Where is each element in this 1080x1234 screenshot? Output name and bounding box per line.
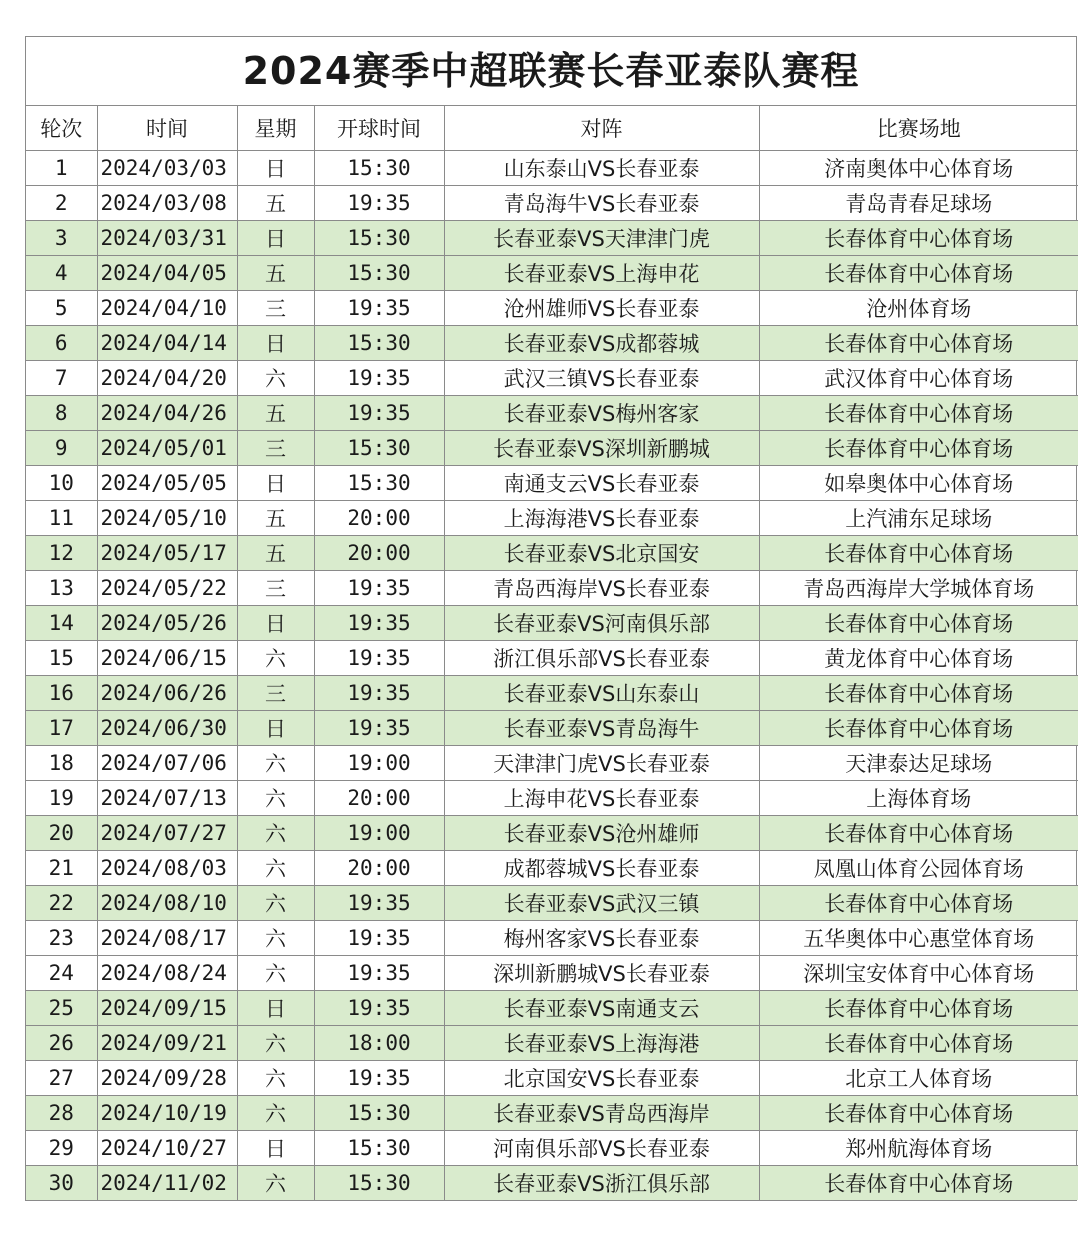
weekday-cell: 五 [237,501,314,536]
match-cell: 长春亚泰VS山东泰山 [444,676,759,711]
kickoff-cell: 19:35 [314,886,444,921]
venue-cell: 长春体育中心体育场 [759,221,1078,256]
weekday-cell: 六 [237,921,314,956]
kickoff-cell: 15:30 [314,151,444,186]
match-cell: 长春亚泰VS南通支云 [444,991,759,1026]
match-cell: 长春亚泰VS上海海港 [444,1026,759,1061]
venue-cell: 青岛青春足球场 [759,186,1078,221]
table-row [26,991,1078,1026]
round-cell: 23 [26,921,97,956]
date-cell: 2024/07/27 [97,816,237,851]
venue-cell: 郑州航海体育场 [759,1131,1078,1166]
round-cell: 8 [26,396,97,431]
kickoff-cell: 19:00 [314,816,444,851]
round-cell: 13 [26,571,97,606]
round-cell: 10 [26,466,97,501]
table-row [26,606,1078,641]
kickoff-cell: 19:35 [314,396,444,431]
kickoff-cell: 15:30 [314,431,444,466]
match-cell: 梅州客家VS长春亚泰 [444,921,759,956]
venue-cell: 长春体育中心体育场 [759,711,1078,746]
venue-cell: 长春体育中心体育场 [759,1096,1078,1131]
round-cell: 18 [26,746,97,781]
date-cell: 2024/05/01 [97,431,237,466]
weekday-cell: 五 [237,536,314,571]
round-cell: 28 [26,1096,97,1131]
match-cell: 青岛海牛VS长春亚泰 [444,186,759,221]
table-row [26,641,1078,676]
table-row [26,536,1078,571]
weekday-cell: 六 [237,361,314,396]
header-row [26,106,1078,151]
weekday-cell: 六 [237,956,314,991]
weekday-cell: 六 [237,851,314,886]
match-cell: 沧州雄师VS长春亚泰 [444,291,759,326]
schedule-table [26,106,1078,1200]
schedule-title: 2024赛季中超联赛长春亚泰队赛程 [26,37,1076,106]
round-cell: 30 [26,1166,97,1201]
kickoff-cell: 15:30 [314,221,444,256]
date-cell: 2024/05/22 [97,571,237,606]
weekday-cell: 六 [237,1061,314,1096]
header-round: 轮次 [26,106,97,151]
match-cell: 长春亚泰VS天津津门虎 [444,221,759,256]
kickoff-cell: 19:35 [314,956,444,991]
round-cell: 24 [26,956,97,991]
match-cell: 深圳新鹏城VS长春亚泰 [444,956,759,991]
kickoff-cell: 19:35 [314,641,444,676]
match-cell: 长春亚泰VS青岛西海岸 [444,1096,759,1131]
weekday-cell: 六 [237,816,314,851]
kickoff-cell: 19:35 [314,291,444,326]
match-cell: 长春亚泰VS武汉三镇 [444,886,759,921]
venue-cell: 天津泰达足球场 [759,746,1078,781]
match-cell: 浙江俱乐部VS长春亚泰 [444,641,759,676]
weekday-cell: 五 [237,186,314,221]
match-cell: 长春亚泰VS梅州客家 [444,396,759,431]
venue-cell: 深圳宝安体育中心体育场 [759,956,1078,991]
match-cell: 成都蓉城VS长春亚泰 [444,851,759,886]
match-cell: 河南俱乐部VS长春亚泰 [444,1131,759,1166]
date-cell: 2024/03/03 [97,151,237,186]
kickoff-cell: 18:00 [314,1026,444,1061]
kickoff-cell: 15:30 [314,466,444,501]
match-cell: 长春亚泰VS河南俱乐部 [444,606,759,641]
match-cell: 天津津门虎VS长春亚泰 [444,746,759,781]
date-cell: 2024/09/15 [97,991,237,1026]
venue-cell: 如皋奥体中心体育场 [759,466,1078,501]
venue-cell: 沧州体育场 [759,291,1078,326]
header-kickoff: 开球时间 [314,106,444,151]
match-cell: 上海申花VS长春亚泰 [444,781,759,816]
round-cell: 3 [26,221,97,256]
schedule-body [26,151,1078,1201]
weekday-cell: 日 [237,606,314,641]
round-cell: 19 [26,781,97,816]
table-row [26,921,1078,956]
table-row [26,781,1078,816]
table-row [26,431,1078,466]
round-cell: 26 [26,1026,97,1061]
kickoff-cell: 20:00 [314,781,444,816]
venue-cell: 长春体育中心体育场 [759,991,1078,1026]
kickoff-cell: 19:35 [314,1061,444,1096]
venue-cell: 武汉体育中心体育场 [759,361,1078,396]
match-cell: 长春亚泰VS青岛海牛 [444,711,759,746]
venue-cell: 长春体育中心体育场 [759,676,1078,711]
venue-cell: 凤凰山体育公园体育场 [759,851,1078,886]
date-cell: 2024/05/10 [97,501,237,536]
weekday-cell: 三 [237,291,314,326]
venue-cell: 黄龙体育中心体育场 [759,641,1078,676]
date-cell: 2024/04/20 [97,361,237,396]
match-cell: 长春亚泰VS北京国安 [444,536,759,571]
match-cell: 长春亚泰VS沧州雄师 [444,816,759,851]
kickoff-cell: 15:30 [314,256,444,291]
date-cell: 2024/05/17 [97,536,237,571]
round-cell: 7 [26,361,97,396]
date-cell: 2024/03/08 [97,186,237,221]
table-row [26,326,1078,361]
round-cell: 15 [26,641,97,676]
date-cell: 2024/10/27 [97,1131,237,1166]
date-cell: 2024/04/10 [97,291,237,326]
venue-cell: 济南奥体中心体育场 [759,151,1078,186]
kickoff-cell: 20:00 [314,501,444,536]
date-cell: 2024/09/28 [97,1061,237,1096]
match-cell: 青岛西海岸VS长春亚泰 [444,571,759,606]
kickoff-cell: 15:30 [314,326,444,361]
date-cell: 2024/04/14 [97,326,237,361]
date-cell: 2024/06/26 [97,676,237,711]
match-cell: 长春亚泰VS浙江俱乐部 [444,1166,759,1201]
venue-cell: 长春体育中心体育场 [759,536,1078,571]
table-row [26,361,1078,396]
match-cell: 上海海港VS长春亚泰 [444,501,759,536]
date-cell: 2024/04/26 [97,396,237,431]
venue-cell: 长春体育中心体育场 [759,1026,1078,1061]
date-cell: 2024/08/17 [97,921,237,956]
header-match: 对阵 [444,106,759,151]
weekday-cell: 日 [237,711,314,746]
date-cell: 2024/08/10 [97,886,237,921]
match-cell: 长春亚泰VS成都蓉城 [444,326,759,361]
table-row [26,571,1078,606]
venue-cell: 长春体育中心体育场 [759,326,1078,361]
kickoff-cell: 19:35 [314,711,444,746]
weekday-cell: 日 [237,326,314,361]
round-cell: 1 [26,151,97,186]
match-cell: 长春亚泰VS上海申花 [444,256,759,291]
weekday-cell: 六 [237,641,314,676]
weekday-cell: 五 [237,396,314,431]
venue-cell: 北京工人体育场 [759,1061,1078,1096]
weekday-cell: 三 [237,571,314,606]
date-cell: 2024/03/31 [97,221,237,256]
kickoff-cell: 19:00 [314,746,444,781]
table-row [26,186,1078,221]
weekday-cell: 六 [237,1026,314,1061]
table-row [26,1166,1078,1201]
match-cell: 长春亚泰VS深圳新鹏城 [444,431,759,466]
round-cell: 2 [26,186,97,221]
table-row [26,851,1078,886]
date-cell: 2024/06/15 [97,641,237,676]
table-row [26,676,1078,711]
kickoff-cell: 19:35 [314,361,444,396]
date-cell: 2024/08/03 [97,851,237,886]
weekday-cell: 三 [237,431,314,466]
round-cell: 27 [26,1061,97,1096]
venue-cell: 上汽浦东足球场 [759,501,1078,536]
weekday-cell: 六 [237,1166,314,1201]
match-cell: 武汉三镇VS长春亚泰 [444,361,759,396]
date-cell: 2024/06/30 [97,711,237,746]
weekday-cell: 六 [237,1096,314,1131]
kickoff-cell: 20:00 [314,851,444,886]
match-cell: 北京国安VS长春亚泰 [444,1061,759,1096]
venue-cell: 上海体育场 [759,781,1078,816]
table-row [26,886,1078,921]
header-date: 时间 [97,106,237,151]
kickoff-cell: 19:35 [314,186,444,221]
header-venue: 比赛场地 [759,106,1078,151]
date-cell: 2024/08/24 [97,956,237,991]
weekday-cell: 日 [237,1131,314,1166]
table-row [26,151,1078,186]
kickoff-cell: 15:30 [314,1131,444,1166]
round-cell: 11 [26,501,97,536]
round-cell: 9 [26,431,97,466]
venue-cell: 长春体育中心体育场 [759,886,1078,921]
schedule-sheet [25,36,1077,1201]
match-cell: 南通支云VS长春亚泰 [444,466,759,501]
weekday-cell: 日 [237,991,314,1026]
kickoff-cell: 19:35 [314,606,444,641]
round-cell: 5 [26,291,97,326]
round-cell: 12 [26,536,97,571]
weekday-cell: 三 [237,676,314,711]
kickoff-cell: 19:35 [314,921,444,956]
date-cell: 2024/07/06 [97,746,237,781]
round-cell: 25 [26,991,97,1026]
date-cell: 2024/11/02 [97,1166,237,1201]
date-cell: 2024/07/13 [97,781,237,816]
round-cell: 29 [26,1131,97,1166]
round-cell: 20 [26,816,97,851]
date-cell: 2024/05/05 [97,466,237,501]
round-cell: 14 [26,606,97,641]
date-cell: 2024/10/19 [97,1096,237,1131]
venue-cell: 长春体育中心体育场 [759,606,1078,641]
table-row [26,291,1078,326]
match-cell: 山东泰山VS长春亚泰 [444,151,759,186]
round-cell: 16 [26,676,97,711]
kickoff-cell: 15:30 [314,1166,444,1201]
kickoff-cell: 20:00 [314,536,444,571]
table-row [26,501,1078,536]
venue-cell: 青岛西海岸大学城体育场 [759,571,1078,606]
venue-cell: 长春体育中心体育场 [759,396,1078,431]
kickoff-cell: 15:30 [314,1096,444,1131]
round-cell: 21 [26,851,97,886]
date-cell: 2024/09/21 [97,1026,237,1061]
date-cell: 2024/04/05 [97,256,237,291]
table-row [26,1061,1078,1096]
weekday-cell: 日 [237,221,314,256]
table-row [26,746,1078,781]
round-cell: 6 [26,326,97,361]
kickoff-cell: 19:35 [314,991,444,1026]
date-cell: 2024/05/26 [97,606,237,641]
table-row [26,816,1078,851]
venue-cell: 长春体育中心体育场 [759,816,1078,851]
weekday-cell: 六 [237,746,314,781]
table-row [26,1026,1078,1061]
table-row [26,221,1078,256]
weekday-cell: 六 [237,886,314,921]
table-row [26,711,1078,746]
kickoff-cell: 19:35 [314,676,444,711]
table-row [26,396,1078,431]
table-row [26,1131,1078,1166]
header-weekday: 星期 [237,106,314,151]
weekday-cell: 六 [237,781,314,816]
table-row [26,1096,1078,1131]
venue-cell: 长春体育中心体育场 [759,256,1078,291]
kickoff-cell: 19:35 [314,571,444,606]
table-row [26,466,1078,501]
venue-cell: 长春体育中心体育场 [759,1166,1078,1201]
venue-cell: 长春体育中心体育场 [759,431,1078,466]
table-row [26,256,1078,291]
weekday-cell: 日 [237,466,314,501]
round-cell: 22 [26,886,97,921]
table-row [26,956,1078,991]
round-cell: 17 [26,711,97,746]
weekday-cell: 日 [237,151,314,186]
round-cell: 4 [26,256,97,291]
venue-cell: 五华奥体中心惠堂体育场 [759,921,1078,956]
weekday-cell: 五 [237,256,314,291]
